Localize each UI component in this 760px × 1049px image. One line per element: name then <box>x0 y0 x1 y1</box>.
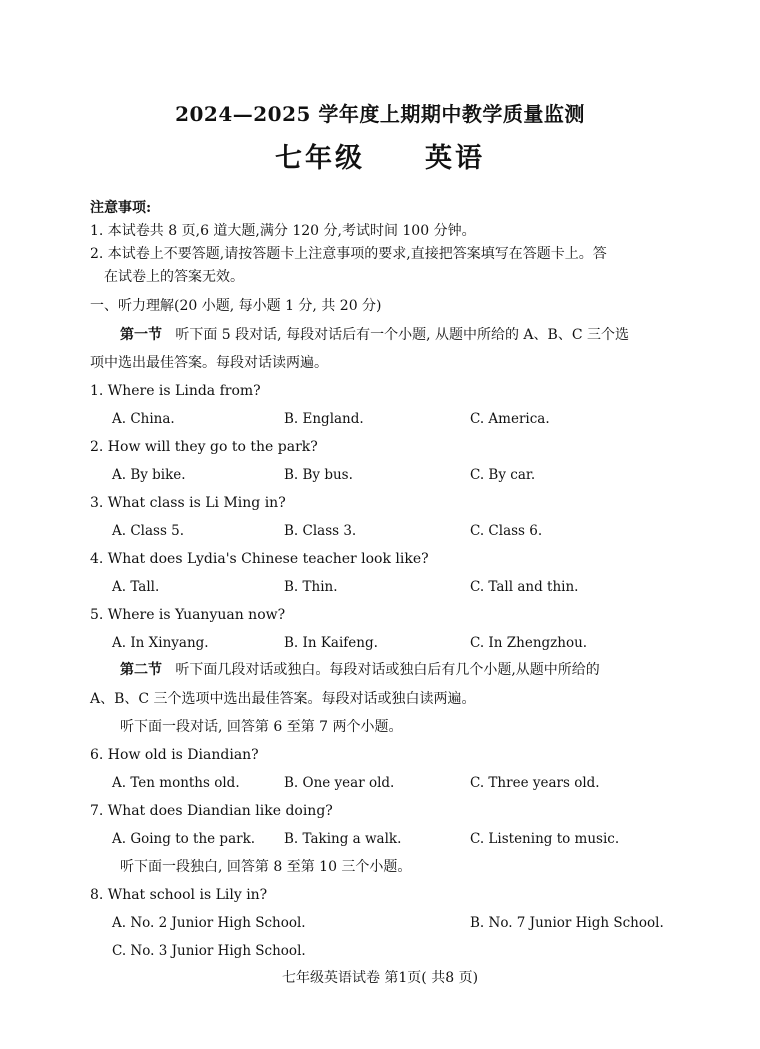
part1-instructions <box>120 326 629 344</box>
part2-label: 第二节 <box>120 662 162 678</box>
q7-option-a: A. Going to the park. <box>112 831 256 847</box>
question-6: 6. How old is Diandian? <box>90 747 259 763</box>
q3-option-a: A. Class 5. <box>112 523 185 539</box>
q7-option-b: B. Taking a walk. <box>284 831 402 847</box>
q6-option-c: C. Three years old. <box>470 775 600 791</box>
q4-option-b: B. Thin. <box>284 579 338 595</box>
question-1: 1. Where is Linda from? <box>90 383 261 399</box>
q1-option-a: A. China. <box>112 411 175 427</box>
q8-option-a: A. No. 2 Junior High School. <box>112 915 306 931</box>
part2-sub-instruction-2: 听下面一段独白, 回答第 8 至第 10 三个小题。 <box>120 859 412 875</box>
part2-instr-1: 听下面几段对话或独白。每段对话或独白后有几个小题,从题中所给的 <box>175 662 600 678</box>
part2-sub-instruction-1: 听下面一段对话, 回答第 6 至第 7 两个小题。 <box>120 719 403 735</box>
q1-option-b: B. England. <box>284 411 364 427</box>
question-8: 8. What school is Lily in? <box>90 887 268 903</box>
q6-option-a: A. Ten months old. <box>112 775 240 791</box>
part2-instructions <box>120 661 600 679</box>
q6-option-b: B. One year old. <box>284 775 395 791</box>
question-2: 2. How will they go to the park? <box>90 439 318 455</box>
q3-option-b: B. Class 3. <box>284 523 357 539</box>
notes-heading: 注意事项: <box>90 200 152 216</box>
q2-option-c: C. By car. <box>470 467 536 483</box>
section-title: 一、听力理解(20 小题, 每小题 1 分, 共 20 分) <box>90 298 382 314</box>
subject-label: 英语 <box>425 143 485 174</box>
part1-instr-2: 项中选出最佳答案。每段对话读两遍。 <box>90 355 328 371</box>
q2-option-b: B. By bus. <box>284 467 353 483</box>
question-7: 7. What does Diandian like doing? <box>90 803 333 819</box>
grade-label: 七年级 <box>275 143 365 174</box>
q8-option-b: B. No. 7 Junior High School. <box>470 915 664 931</box>
part1-instr-1: 听下面 5 段对话, 每段对话后有一个小题, 从题中所给的 A、B、C 三个选 <box>175 327 629 343</box>
exam-title: 2024—2025 学年度上期期中教学质量监测 <box>175 102 585 126</box>
notes-item-1: 1. 本试卷共 8 页,6 道大题,满分 120 分,考试时间 100 分钟。 <box>90 223 476 239</box>
exam-subtitle <box>0 136 760 175</box>
question-3: 3. What class is Li Ming in? <box>90 495 286 511</box>
q5-option-b: B. In Kaifeng. <box>284 635 378 651</box>
q4-option-a: A. Tall. <box>112 579 160 595</box>
q5-option-a: A. In Xinyang. <box>112 635 209 651</box>
q1-option-c: C. America. <box>470 411 550 427</box>
page-footer: 七年级英语试卷 第1页( 共8 页) <box>281 970 479 986</box>
q5-option-c: C. In Zhengzhou. <box>470 635 588 651</box>
question-4: 4. What does Lydia's Chinese teacher look like? <box>90 551 429 567</box>
part1-label: 第一节 <box>120 327 162 343</box>
question-5: 5. Where is Yuanyuan now? <box>90 607 286 623</box>
part2-instr-2: A、B、C 三个选项中选出最佳答案。每段对话或独白读两遍。 <box>90 691 476 707</box>
notes-item-2: 2. 本试卷上不要答题,请按答题卡上注意事项的要求,直接把答案填写在答题卡上。答 <box>90 246 607 262</box>
q8-option-c: C. No. 3 Junior High School. <box>112 943 306 959</box>
notes-item-2-cont: 在试卷上的答案无效。 <box>104 269 244 285</box>
q3-option-c: C. Class 6. <box>470 523 543 539</box>
q7-option-c: C. Listening to music. <box>470 831 620 847</box>
q2-option-a: A. By bike. <box>112 467 186 483</box>
q4-option-c: C. Tall and thin. <box>470 579 579 595</box>
